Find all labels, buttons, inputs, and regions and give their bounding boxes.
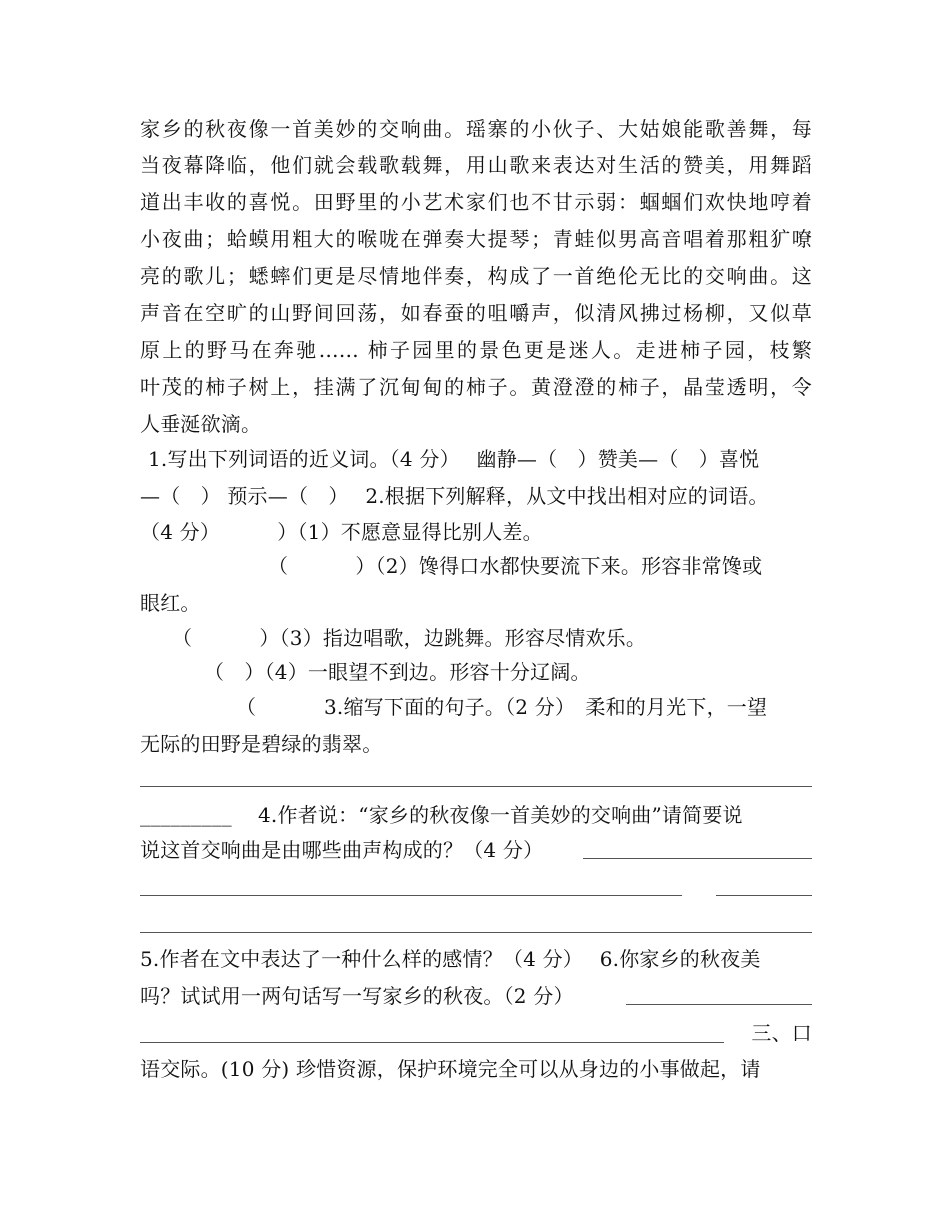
answer-line[interactable] [140, 786, 812, 787]
passage-line: 当夜幕降临，他们就会载歌载舞，用山歌来表达对生活的赞美，用舞蹈 [140, 153, 812, 177]
answer-line[interactable] [626, 1004, 812, 1005]
question-1-line: 1.写出下列词语的近义词。（4 分） 幽静—（ ）赞美—（ ）喜悦 [148, 447, 760, 471]
question-2-item-4: （ ）（4）一眼望不到边。形容十分辽阔。 [204, 660, 591, 684]
question-2-item-2: （ ）（2）馋得口水都快要流下来。形容非常馋或 [268, 554, 763, 578]
question-4-line2: 说这首交响曲是由哪些曲声构成的？（4 分） [140, 838, 544, 862]
passage-line: 小夜曲；蛤蟆用粗大的喉咙在弹奏大提琴；青蛙似男高音唱着那粗犷嘹 [140, 227, 812, 251]
question-3-text: 3.缩写下面的句子。（2 分） 柔和的月光下，一望 [324, 695, 768, 719]
question-5-6-line: 5.作者在文中表达了一种什么样的感情？（4 分） 6.你家乡的秋夜美 [140, 947, 761, 971]
answer-line[interactable] [140, 932, 812, 933]
passage-line: 亮的歌儿；蟋蟀们更是尽情地伴奏，构成了一首绝伦无比的交响曲。这 [140, 264, 812, 288]
passage-line: 原上的野马在奔驰…… 柿子园里的景色更是迷人。走进柿子园，枝繁 [140, 338, 812, 362]
section-3-heading: 三、口 [751, 1021, 812, 1045]
passage-line: 叶茂的柿子树上，挂满了沉甸甸的柿子。黄澄澄的柿子，晶莹透明，令 [140, 375, 812, 399]
answer-line[interactable] [140, 895, 682, 896]
answer-line[interactable] [140, 1042, 724, 1043]
passage-line: 人垂涎欲滴。 [140, 412, 262, 436]
question-6-line2: 吗？试试用一两句话写一写家乡的秋夜。（2 分） [140, 984, 574, 1008]
question-4-text: 4.作者说：“家乡的秋夜像一首美妙的交响曲”请简要说 [258, 803, 743, 827]
answer-blank[interactable]: _________ [140, 803, 232, 827]
section-3-text: 语交际。(10 分) 珍惜资源，保护环境完全可以从身边的小事做起，请 [140, 1057, 761, 1081]
passage-line: 家乡的秋夜像一首美妙的交响曲。瑶寨的小伙子、大姑娘能歌善舞，每 [140, 117, 812, 141]
question-1-2-line: —（ ） 预示—（ ） 2.根据下列解释，从文中找出相对应的词语。 [140, 484, 769, 508]
passage-line: 道出丰收的喜悦。田野里的小艺术家们也不甘示弱：蝈蝈们欢快地哼着 [140, 190, 812, 214]
answer-line[interactable] [583, 858, 812, 859]
question-3-paren: （ [236, 695, 257, 719]
question-3-sentence: 无际的田野是碧绿的翡翠。 [140, 732, 383, 756]
question-2-item-3: （ ）（3）指边唱歌，边跳舞。形容尽情欢乐。 [172, 626, 647, 650]
answer-line[interactable] [716, 895, 812, 896]
question-2-item-2-cont: 眼红。 [140, 591, 201, 615]
question-2-item-1: （4 分） ）（1）不愿意显得比别人差。 [140, 520, 543, 544]
passage-line: 声音在空旷的山野间回荡，如春蚕的咀嚼声，似清风拂过杨柳，又似草 [140, 301, 812, 325]
